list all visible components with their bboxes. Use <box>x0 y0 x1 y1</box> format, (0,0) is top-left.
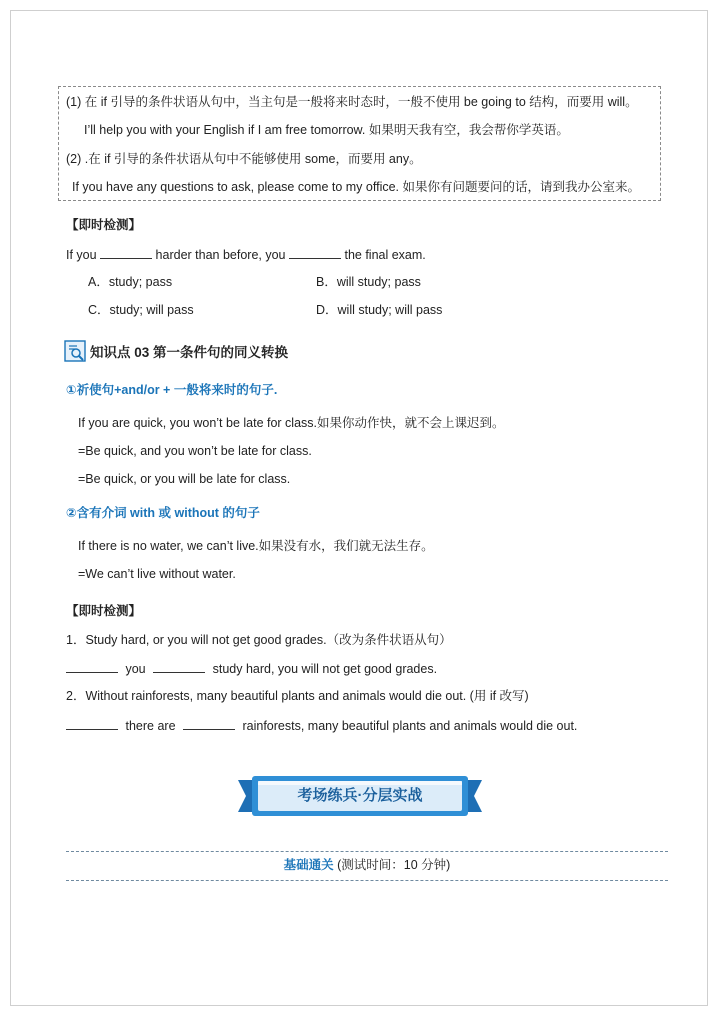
banner-text: 考场练兵·分层实战 <box>297 787 423 804</box>
check2-heading: 【即时检测】 <box>66 604 142 618</box>
kp3-subheading-1: ①祈使句+and/or + 一般将来时的句子. <box>66 383 278 397</box>
kp3-example-3: =Be quick, or you will be late for class. <box>78 472 291 486</box>
answer-blank[interactable] <box>289 246 341 259</box>
section-header <box>66 857 668 873</box>
answer-blank[interactable] <box>66 717 118 730</box>
magnifier-book-icon <box>64 340 86 362</box>
kp3-example-5: =We can’t live without water. <box>78 567 236 581</box>
kp3-subheading-2: ②含有介词 with 或 without 的句子 <box>66 506 260 520</box>
check2-question-2: 2．Without rainforests, many beautiful plants and animals would die out. (用 if 改写) <box>66 689 529 703</box>
section-divider-bottom <box>66 880 668 881</box>
check1-question: If you harder than before, you the final exam. <box>66 248 426 262</box>
kp3-example-2: =Be quick, and you won’t be late for class. <box>78 444 312 458</box>
option-d[interactable]: D．will study; will pass <box>316 303 443 317</box>
check2-question-1: 1．Study hard, or you will not get good grades.（改为条件状语从句） <box>66 633 452 647</box>
option-a[interactable]: A．study; pass <box>88 275 173 289</box>
section-divider-top <box>66 851 668 852</box>
option-c[interactable]: C．study; will pass <box>88 303 194 317</box>
check2-fill-1: you study hard, you will not get good grades. <box>66 660 437 677</box>
kp3-title: 知识点 03 第一条件句的同义转换 <box>90 345 289 360</box>
check1-heading: 【即时检测】 <box>66 218 142 232</box>
section-time: (测试时间：10 分钟) <box>337 858 451 872</box>
note-line-4: If you have any questions to ask, please come to my office. 如果你有问题要问的话，请到我办公室来。 <box>72 180 641 194</box>
check2-fill-2: there are rainforests, many beautiful plants and animals would die out. <box>66 717 577 734</box>
kp3-example-4: If there is no water, we can’t live.如果没有水，我们就无法生存。 <box>78 539 434 553</box>
note-line-3: (2) .在 if 引导的条件状语从句中不能够使用 some，而要用 any。 <box>66 152 422 166</box>
section-title: 基础通关 <box>283 858 334 872</box>
kp3-example-1: If you are quick, you won’t be late for class.如果你动作快，就不会上课迟到。 <box>78 416 505 430</box>
note-line-2: I’ll help you with your English if I am free tomorrow. 如果明天我有空，我会帮你学英语。 <box>84 123 569 137</box>
answer-blank[interactable] <box>66 660 118 673</box>
option-b[interactable]: B．will study; pass <box>316 275 421 289</box>
answer-blank[interactable] <box>183 717 235 730</box>
answer-blank[interactable] <box>100 246 152 259</box>
answer-blank[interactable] <box>153 660 205 673</box>
note-line-1: (1) 在 if 引导的条件状语从句中，当主句是一般将来时态时，一般不使用 be going to 结构，而要用 will。 <box>66 95 638 109</box>
